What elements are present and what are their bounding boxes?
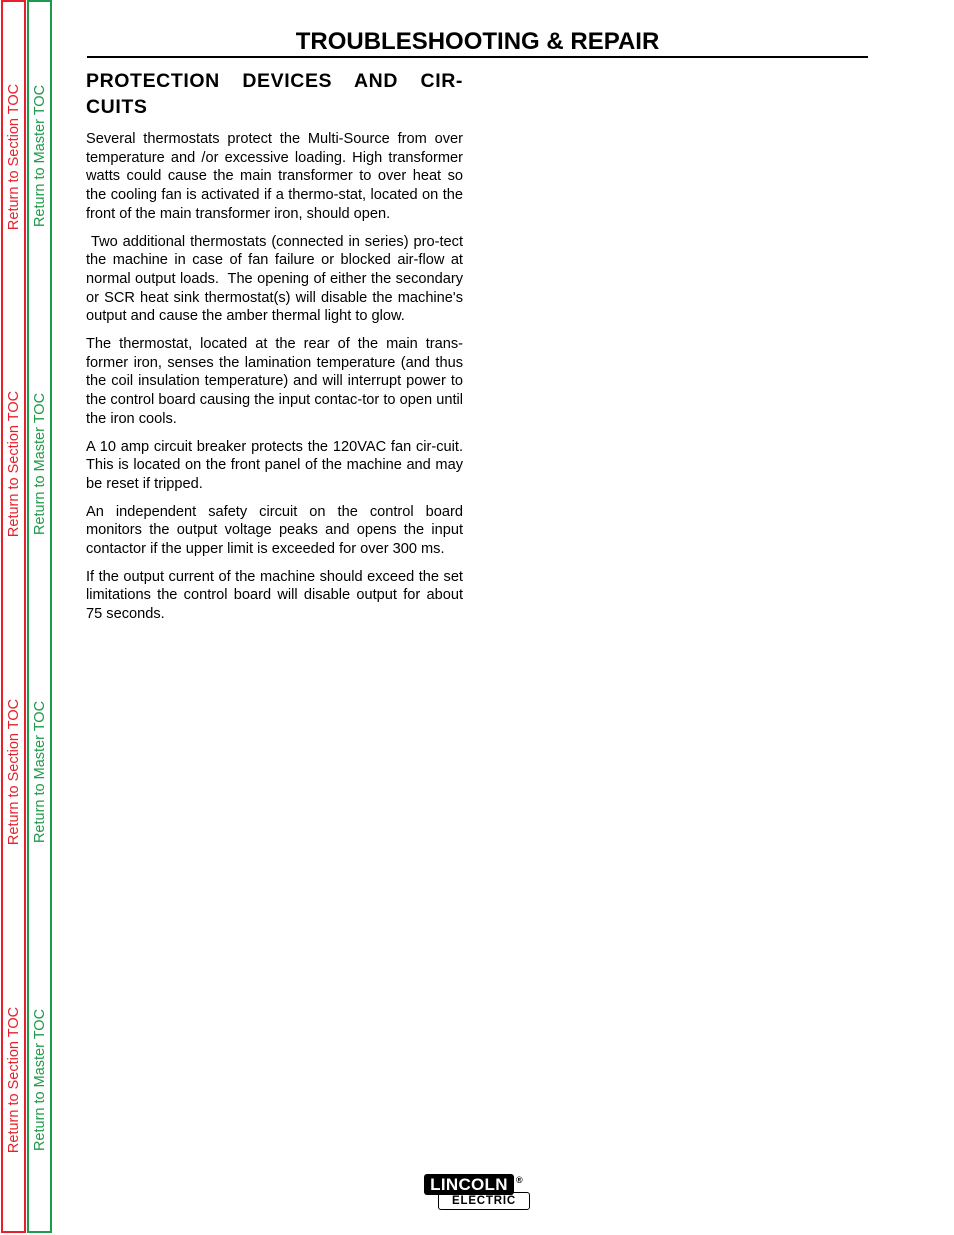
registered-mark: ® — [516, 1175, 523, 1185]
return-to-section-toc-link[interactable]: Return to Section TOC — [5, 1006, 22, 1154]
return-to-master-toc-link[interactable]: Return to Master TOC — [31, 700, 48, 844]
paragraph: A 10 amp circuit breaker protects the 120VAC fan cir-cuit. This is located on the front panel of the machine and may be reset if tripped. — [86, 438, 463, 492]
page-header-title: TROUBLESHOOTING & REPAIR — [295, 28, 660, 55]
paragraph: Several thermostats protect the Multi-Source from over temperature and /or excessive loading. High transformer watts could cause the main transformer to over heat so the cooling fan is activated if a thermo-stat, located on the front of the main transformer iron, should open. — [86, 131, 463, 222]
paragraph: If the output current of the machine should exceed the set limitations the control board will disable output for about 75 seconds. — [86, 568, 463, 623]
paragraph: Two additional thermostats (connected in series) pro-tect the machine in case of fan failure or blocked air-flow at normal output loads. The opening of either the secondary or SCR heat sink thermostat(s) will disable the machine's output and cause the amber thermal light to glow. — [86, 233, 468, 325]
master-toc-sidebar — [27, 0, 52, 1233]
paragraph: The thermostat, located at the rear of the main trans-former iron, senses the lamination temperature (and thus the coil insulation temperature) and will interrupt power to the control board causing the input contac-tor to open until the iron cools. — [86, 336, 463, 427]
lincoln-electric-logo — [424, 1174, 530, 1211]
header-divider — [87, 56, 868, 58]
logo-top-text: LINCOLN — [424, 1174, 514, 1195]
return-to-master-toc-link[interactable]: Return to Master TOC — [31, 1008, 48, 1152]
return-to-master-toc-link[interactable]: Return to Master TOC — [31, 84, 48, 228]
main-content — [86, 68, 468, 633]
logo-bottom-text: ELECTRIC — [438, 1192, 530, 1210]
return-to-master-toc-link[interactable]: Return to Master TOC — [31, 392, 48, 536]
paragraph: An independent safety circuit on the control board monitors the output voltage peaks and opens the input contactor if the upper limit is exceeded for over 300 ms. — [86, 503, 463, 558]
section-toc-sidebar — [1, 0, 26, 1233]
return-to-section-toc-link[interactable]: Return to Section TOC — [5, 698, 22, 846]
return-to-section-toc-link[interactable]: Return to Section TOC — [5, 83, 22, 231]
return-to-section-toc-link[interactable]: Return to Section TOC — [5, 390, 22, 538]
section-title: PROTECTION DEVICES AND CIR-CUITS — [86, 70, 463, 118]
